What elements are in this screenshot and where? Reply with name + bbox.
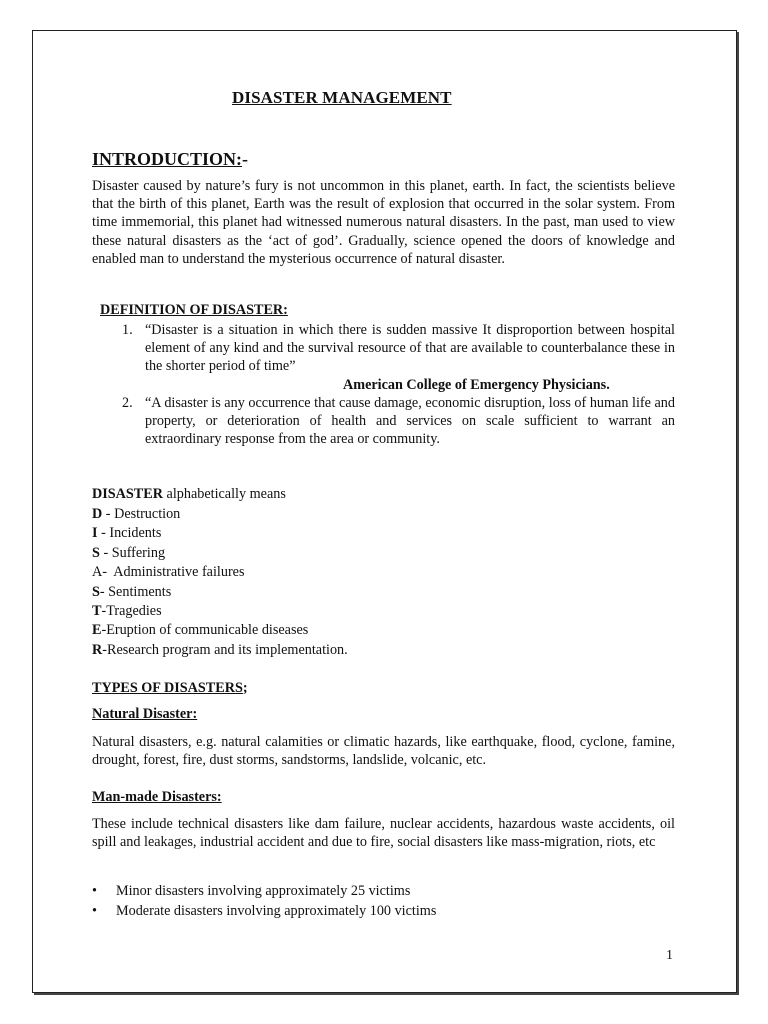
- acronym-intro-text: alphabetically means: [162, 486, 286, 502]
- introduction-heading-suffix: -: [242, 149, 249, 169]
- natural-disaster-heading-text: Natural Disaster: [92, 706, 193, 722]
- acronym-letter: T: [92, 603, 102, 620]
- definition-item-number: 2.: [122, 395, 133, 411]
- acronym-letter: A: [92, 564, 103, 581]
- definition-attribution: American College of Emergency Physicians.: [343, 377, 610, 393]
- acronym-letter: D: [92, 506, 103, 522]
- acronym-list: [92, 505, 348, 660]
- acronym-item: [92, 524, 348, 543]
- definition-heading: DEFINITION OF DISASTER:: [100, 302, 288, 318]
- definition-item-2: [92, 394, 675, 449]
- definition-item-text: “A disaster is any occurrence that cause damage, economic disruption, loss of human life and property, or deterioration of health and services on scale sufficient to warrant an extraordinary response from the area or community.: [145, 395, 675, 448]
- acronym-meaning: - Incidents: [97, 525, 162, 542]
- definition-item-number: 1.: [122, 322, 133, 338]
- acronym-item: [92, 641, 348, 660]
- acronym-meaning: -Eruption of communicable diseases: [101, 622, 309, 639]
- acronym-item: [92, 563, 348, 582]
- acronym-meaning: -Research program and its implementation.: [102, 641, 348, 658]
- page-number: 1: [666, 948, 673, 963]
- acronym-item: [92, 505, 348, 524]
- acronym-word: DISASTER: [92, 486, 163, 502]
- acronym-meaning: - Administrative failures: [102, 564, 245, 581]
- acronym-letter: S: [92, 544, 100, 561]
- acronym-item: [92, 583, 348, 602]
- list-item: • Minor disasters involving approximately 25 victims: [92, 882, 675, 902]
- list-item: • Moderate disasters involving approximately 100 victims: [92, 902, 675, 922]
- acronym-meaning: - Suffering: [99, 544, 166, 561]
- definition-item-text: “Disaster is a situation in which there is sudden massive It disproportion between hospital element of any kind and the survival resource of that are available to counterbalance these in the shorter period of time”: [145, 322, 675, 375]
- natural-disaster-heading-suffix: :: [192, 706, 198, 722]
- acronym-letter: S: [92, 583, 100, 600]
- acronym-meaning: - Sentiments: [99, 583, 172, 600]
- acronym-item: [92, 621, 348, 640]
- acronym-meaning: -Tragedies: [101, 603, 162, 620]
- manmade-disaster-paragraph: These include technical disasters like dam failure, nuclear accidents, hazardous waste accidents, oil spill and leakages, industrial accident and due to fire, social disasters like mass-migration, riots, etc: [92, 816, 675, 851]
- types-heading: [92, 680, 248, 697]
- acronym-letter: R: [92, 641, 103, 658]
- natural-disaster-paragraph: Natural disasters, e.g. natural calamities or climatic hazards, like earthquake, flood, cyclone, famine, drought, forest, fire, dust storms, sandstorms, landslide, volcanic, etc.: [92, 734, 675, 769]
- manmade-disaster-heading: Man-made Disasters:: [92, 789, 222, 805]
- natural-disaster-heading: [92, 706, 197, 723]
- types-heading-suffix: ;: [242, 680, 248, 696]
- introduction-heading-text: INTRODUCTION:: [92, 149, 243, 169]
- document-title: DISASTER MANAGEMENT: [232, 88, 452, 107]
- introduction-heading: [92, 149, 248, 170]
- acronym-intro: [92, 486, 286, 503]
- introduction-paragraph: Disaster caused by nature’s fury is not uncommon in this planet, earth. In fact, the scientists believe that the birth of this planet, Earth was the result of explosion that occurred in the solar system. From time immemorial, this planet had witnessed numerous natural disasters. In the past, man used to view these natural disasters as the ‘act of god’. Gradually, science opened the doors of knowledge and enabled man to understand the mysterious occurrence of natural disaster.: [92, 178, 675, 267]
- definition-item-1: [92, 321, 675, 376]
- acronym-meaning: - Destruction: [102, 506, 181, 522]
- acronym-letter: E: [92, 622, 102, 639]
- acronym-item: [92, 544, 348, 563]
- disaster-scale-list: [92, 882, 675, 921]
- acronym-item: [92, 602, 348, 621]
- types-heading-text: TYPES OF DISASTERS: [92, 680, 243, 696]
- acronym-letter: I: [92, 525, 98, 542]
